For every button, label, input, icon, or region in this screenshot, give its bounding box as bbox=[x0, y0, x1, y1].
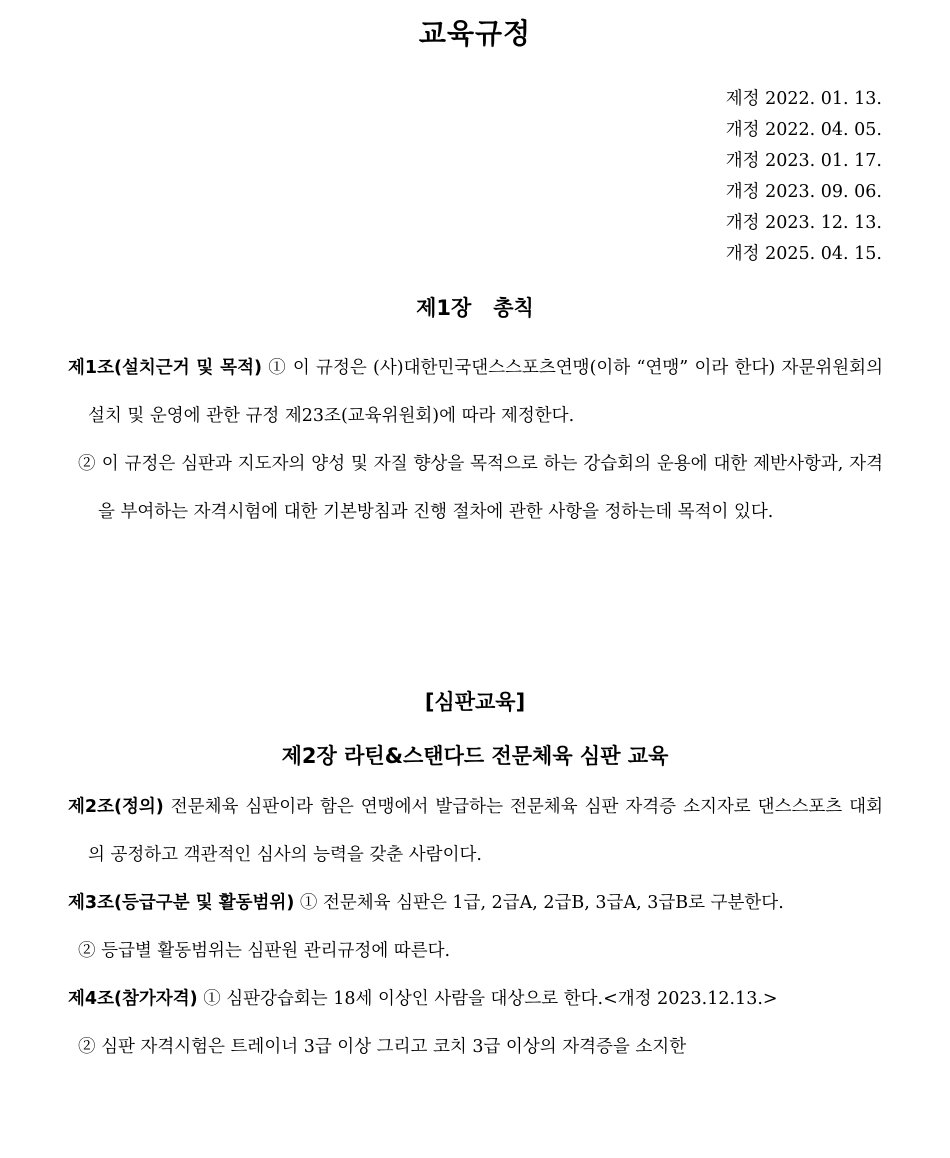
chapter-2-heading: 제2장 라틴&스탠다드 전문체육 심판 교육 bbox=[281, 744, 669, 768]
article-1-paragraph-2: ② 이 규정은 심판과 지도자의 양성 및 자질 향상을 목적으로 하는 강습회의 운용에 대한 제반사항과, 자격을 부여하는 자격시험에 대한 기본방침과 진행 절차에 관한 사항을 정하는데 목적이 있다. bbox=[78, 454, 883, 522]
revision-date: 개정 2022. 04. 05. bbox=[725, 120, 882, 140]
article-4-heading: 제4조(참가자격) bbox=[68, 989, 198, 1009]
article-3-paragraph-1: ① 전문체육 심판은 1급, 2급A, 2급B, 3급A, 3급B로 구분한다. bbox=[299, 893, 784, 913]
article-1 bbox=[68, 344, 883, 536]
chapter-1-heading: 제1장 총칙 bbox=[416, 296, 534, 320]
revision-date: 개정 2025. 04. 15. bbox=[725, 244, 882, 264]
revision-date: 제정 2022. 01. 13. bbox=[725, 89, 882, 109]
article-4-paragraph-1: ① 심판강습회는 18세 이상인 사람을 대상으로 한다.<개정 2023.12.13.> bbox=[203, 989, 778, 1009]
document-title: 교육규정 bbox=[418, 17, 532, 50]
article-4-paragraph-2: ② 심판 자격시험은 트레이너 3급 이상 그리고 코치 3급 이상의 자격증을 소지한 bbox=[78, 1037, 687, 1057]
revision-date: 개정 2023. 09. 06. bbox=[725, 182, 882, 202]
article-3-heading: 제3조(등급구분 및 활동범위) bbox=[68, 893, 295, 913]
article-1-heading: 제1조(설치근거 및 목적) bbox=[68, 358, 262, 378]
revision-date: 개정 2023. 12. 13. bbox=[725, 213, 882, 233]
revision-history bbox=[726, 84, 882, 270]
articles-2-4 bbox=[68, 783, 883, 1071]
article-3-paragraph-2: ② 등급별 활동범위는 심판원 관리규정에 따른다. bbox=[78, 941, 451, 961]
article-2-text: 전문체육 심판이라 함은 연맹에서 발급하는 전문체육 심판 자격증 소지자로 댄스스포츠 대회의 공정하고 객관적인 심사의 능력을 갖춘 사람이다. bbox=[88, 797, 883, 865]
article-1-paragraph-1: ① 이 규정은 (사)대한민국댄스스포츠연맹(이하 “연맹” 이라 한다) 자문위원회의 설치 및 운영에 관한 규정 제23조(교육위원회)에 따라 제정한다. bbox=[88, 358, 883, 426]
section-heading: [심판교육] bbox=[424, 690, 526, 714]
revision-date: 개정 2023. 01. 17. bbox=[725, 151, 882, 171]
article-2-heading: 제2조(정의) bbox=[68, 797, 164, 817]
